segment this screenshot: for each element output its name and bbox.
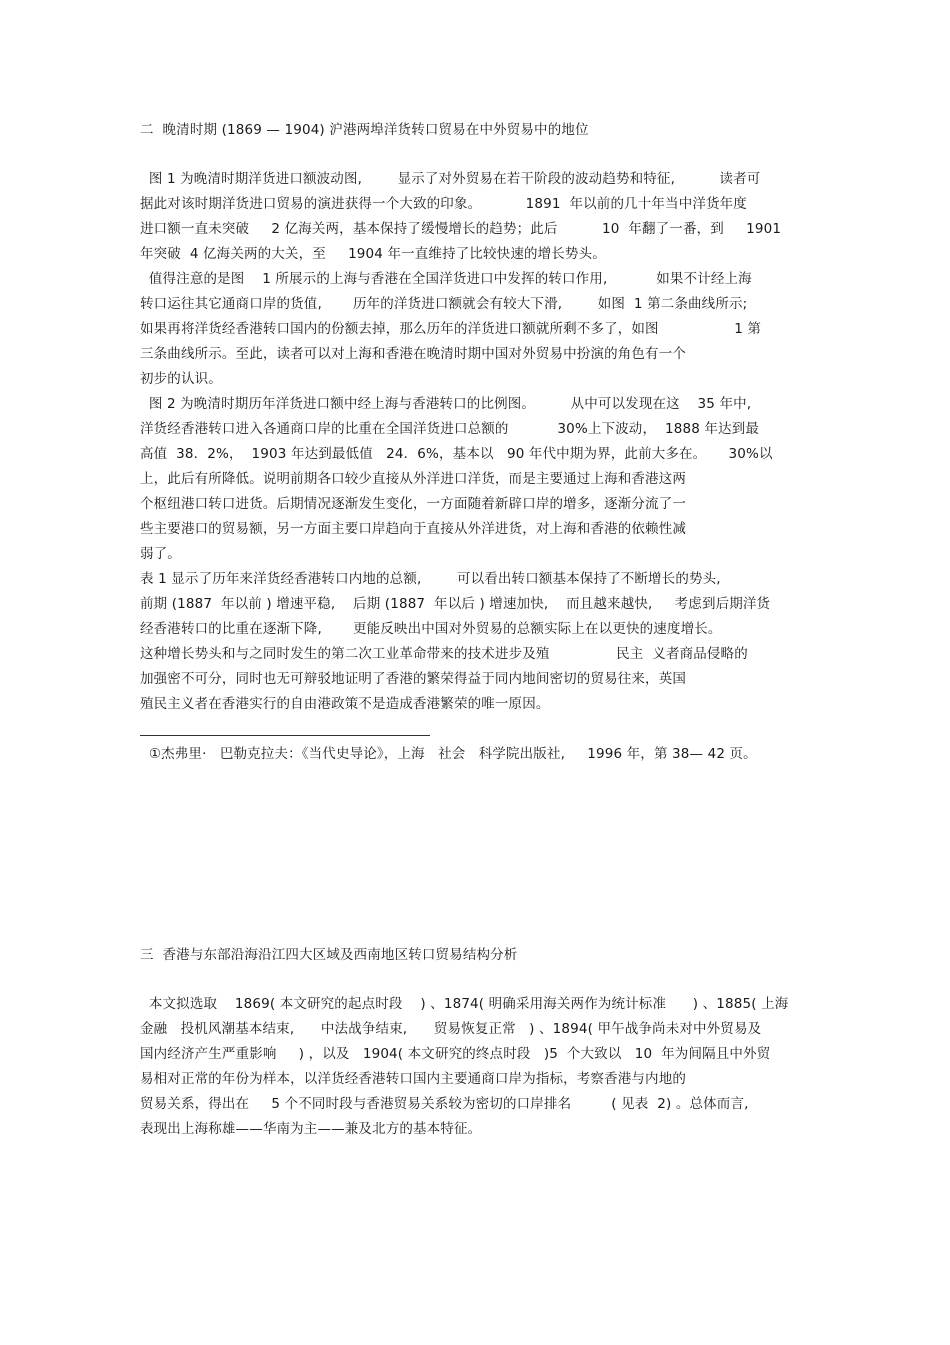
paragraph-line: 殖民主义者在香港实行的自由港政策不是造成香港繁荣的唯一原因。 xyxy=(140,696,550,712)
paragraph-line: 如果再将洋货经香港转口国内的份额去掉，那么历年的洋货进口额就所剩不多了，如图 1 第 xyxy=(140,321,762,337)
paragraph-line: 个枢纽港口转口进货。后期情况逐渐发生变化，一方面随着新辟口岸的增多，逐渐分流了一 xyxy=(140,496,686,512)
paragraph-line: 初步的认识。 xyxy=(140,371,222,387)
section-2-heading: 二 晚清时期 (1869 — 1904) 沪港两埠洋货转口贸易在中外贸易中的地位 xyxy=(140,122,589,138)
paragraph-line: 易相对正常的年份为样本，以洋货经香港转口国内主要通商口岸为指标，考察香港与内地的 xyxy=(140,1071,686,1087)
paragraph-line: 些主要港口的贸易额，另一方面主要口岸趋向于直接从外洋进货，对上海和香港的依赖性减 xyxy=(140,521,686,537)
paragraph-line: 弱了。 xyxy=(140,546,181,562)
paragraph-line: 图 2 为晚清时期历年洋货进口额中经上海与香港转口的比例图。 从中可以发现在这 35 年中, xyxy=(140,396,752,412)
paragraph-line: 经香港转口的比重在逐渐下降, 更能反映出中国对外贸易的总额实际上在以更快的速度增长。 xyxy=(140,621,722,637)
paragraph-line: 进口额一直未突破 2 亿海关两，基本保持了缓慢增长的趋势；此后 10 年翻了一番，到 1901 xyxy=(140,221,782,237)
paragraph-line: 贸易关系，得出在 5 个不同时段与香港贸易关系较为密切的口岸排名 ( 见表 2) 。总体而言, xyxy=(140,1096,749,1112)
footnote: ①杰弗里· 巴勒克拉夫：《当代史导论》，上海 社会 科学院出版社, 1996 年，第 38— 42 页。 xyxy=(140,746,757,762)
paragraph-line: 前期 (1887 年以前 ) 增速平稳, 后期 (1887 年以后 ) 增速加快, 而且越来越快, 考虑到后期洋货 xyxy=(140,596,771,612)
paragraph-line: 洋货经香港转口进入各通商口岸的比重在全国洋货进口总额的 30%上下波动， 1888 年达到最 xyxy=(140,421,759,437)
paragraph-line: 图 1 为晚清时期洋货进口额波动图, 显示了对外贸易在若干阶段的波动趋势和特征, 读者可 xyxy=(140,171,761,187)
paragraph-line: 高值 38．2%， 1903 年达到最低值 24．6%，基本以 90 年代中期为界，此前大多在。 30%以 xyxy=(140,446,773,462)
paragraph-line: 表 1 显示了历年来洋货经香港转口内地的总额, 可以看出转口额基本保持了不断增长的势头, xyxy=(140,571,721,587)
paragraph-line: 三条曲线所示。至此，读者可以对上海和香港在晚清时期中国对外贸易中扮演的角色有一个 xyxy=(140,346,686,362)
paragraph-line: 表现出上海称雄——华南为主——兼及北方的基本特征。 xyxy=(140,1121,482,1137)
footnote-divider xyxy=(140,735,430,736)
paragraph-line: 这种增长势头和与之同时发生的第二次工业革命带来的技术进步及殖 民主 义者商品侵略的 xyxy=(140,646,748,662)
section-3-heading: 三 香港与东部沿海沿江四大区域及西南地区转口贸易结构分析 xyxy=(140,947,518,963)
paragraph-line: 值得注意的是图 1 所展示的上海与香港在全国洋货进口中发挥的转口作用, 如果不计经上海 xyxy=(140,271,752,287)
paragraph-line: 年突破 4 亿海关两的大关，至 1904 年一直维持了比较快速的增长势头。 xyxy=(140,246,606,262)
paragraph-line: 加强密不可分，同时也无可辩驳地证明了香港的繁荣得益于同内地间密切的贸易往来，英国 xyxy=(140,671,686,687)
paragraph-line: 转口运往其它通商口岸的货值, 历年的洋货进口额就会有较大下滑, 如图 1 第二条曲线所示; xyxy=(140,296,748,312)
paragraph-line: 上，此后有所降低。说明前期各口较少直接从外洋进口洋货，而是主要通过上海和香港这两 xyxy=(140,471,686,487)
paragraph-line: 金融 投机风潮基本结束, 中法战争结束, 贸易恢复正常 ) 、1894( 甲午战争尚未对中外贸易及 xyxy=(140,1021,762,1037)
paragraph-line: 据此对该时期洋货进口贸易的演进获得一个大致的印象。 1891 年以前的几十年当中洋货年度 xyxy=(140,196,747,212)
paragraph-line: 国内经济产生严重影响 ) ，以及 1904( 本文研究的终点时段 )5 个大致以 10 年为间隔且中外贸 xyxy=(140,1046,771,1062)
paragraph-line: 本文拟选取 1869( 本文研究的起点时段 ) 、1874( 明确采用海关两作为统计标准 ) 、1885( 上海 xyxy=(140,996,789,1012)
